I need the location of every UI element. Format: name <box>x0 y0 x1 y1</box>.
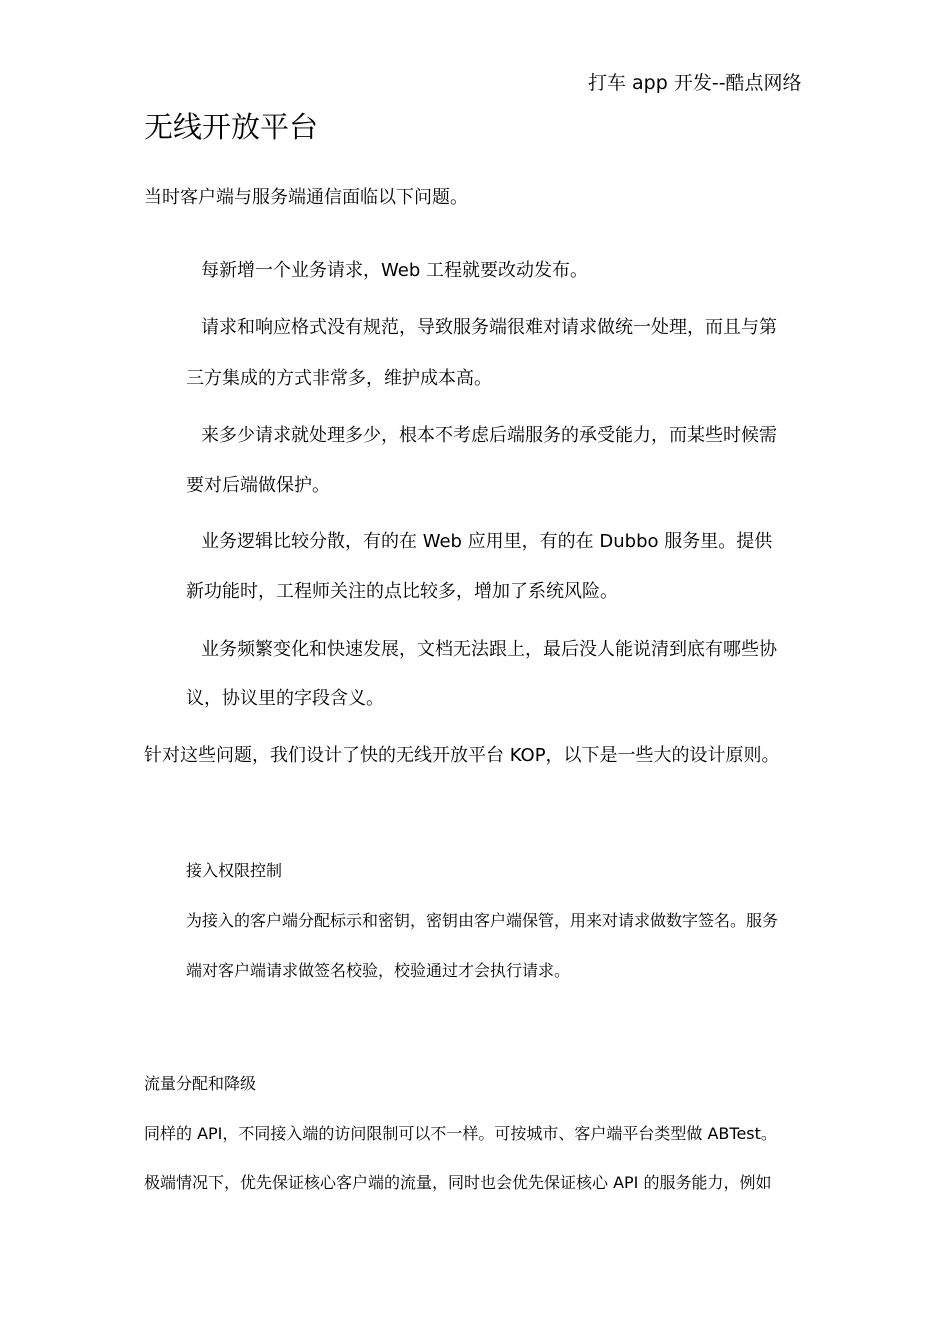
page-header: 打车 app 开发--酷点网络 <box>588 72 802 94</box>
problem-line-6: 业务逻辑比较分散，有的在 Web 应用里，有的在 Dubbo 服务里。提供 <box>201 531 773 552</box>
problem-line-8: 业务频繁变化和快速发展，文档无法跟上，最后没人能说清到底有哪些协 <box>201 639 777 660</box>
problem-line-7: 新功能时，工程师关注的点比较多，增加了系统风险。 <box>186 581 618 602</box>
problem-line-2: 请求和响应格式没有规范，导致服务端很难对请求做统一处理，而且与第 <box>201 317 777 338</box>
problem-line-5: 要对后端做保护。 <box>186 475 330 496</box>
problem-line-1: 每新增一个业务请求，Web 工程就要改动发布。 <box>201 260 588 281</box>
section-heading-access-control: 接入权限控制 <box>186 861 283 880</box>
section2-line-1: 同样的 API，不同接入端的访问限制可以不一样。可按城市、客户端平台类型做 ABTest。 <box>144 1124 777 1143</box>
section1-line-1: 为接入的客户端分配标示和密钥，密钥由客户端保管，用来对请求做数字签名。服务 <box>186 911 779 930</box>
problem-line-4: 来多少请求就处理多少，根本不考虑后端服务的承受能力，而某些时候需 <box>201 425 777 446</box>
problem-line-3: 三方集成的方式非常多，维护成本高。 <box>186 368 492 389</box>
document-title: 无线开放平台 <box>144 110 319 144</box>
section2-line-2: 极端情况下，优先保证核心客户端的流量，同时也会优先保证核心 API 的服务能力，例如 <box>144 1173 772 1192</box>
summary-paragraph: 针对这些问题，我们设计了快的无线开放平台 KOP，以下是一些大的设计原则。 <box>144 745 780 766</box>
intro-paragraph: 当时客户端与服务端通信面临以下问题。 <box>144 187 468 208</box>
problem-line-9: 议，协议里的字段含义。 <box>186 688 384 709</box>
section1-line-2: 端对客户端请求做签名校验，校验通过才会执行请求。 <box>186 961 571 980</box>
section-heading-traffic: 流量分配和降级 <box>144 1074 257 1093</box>
